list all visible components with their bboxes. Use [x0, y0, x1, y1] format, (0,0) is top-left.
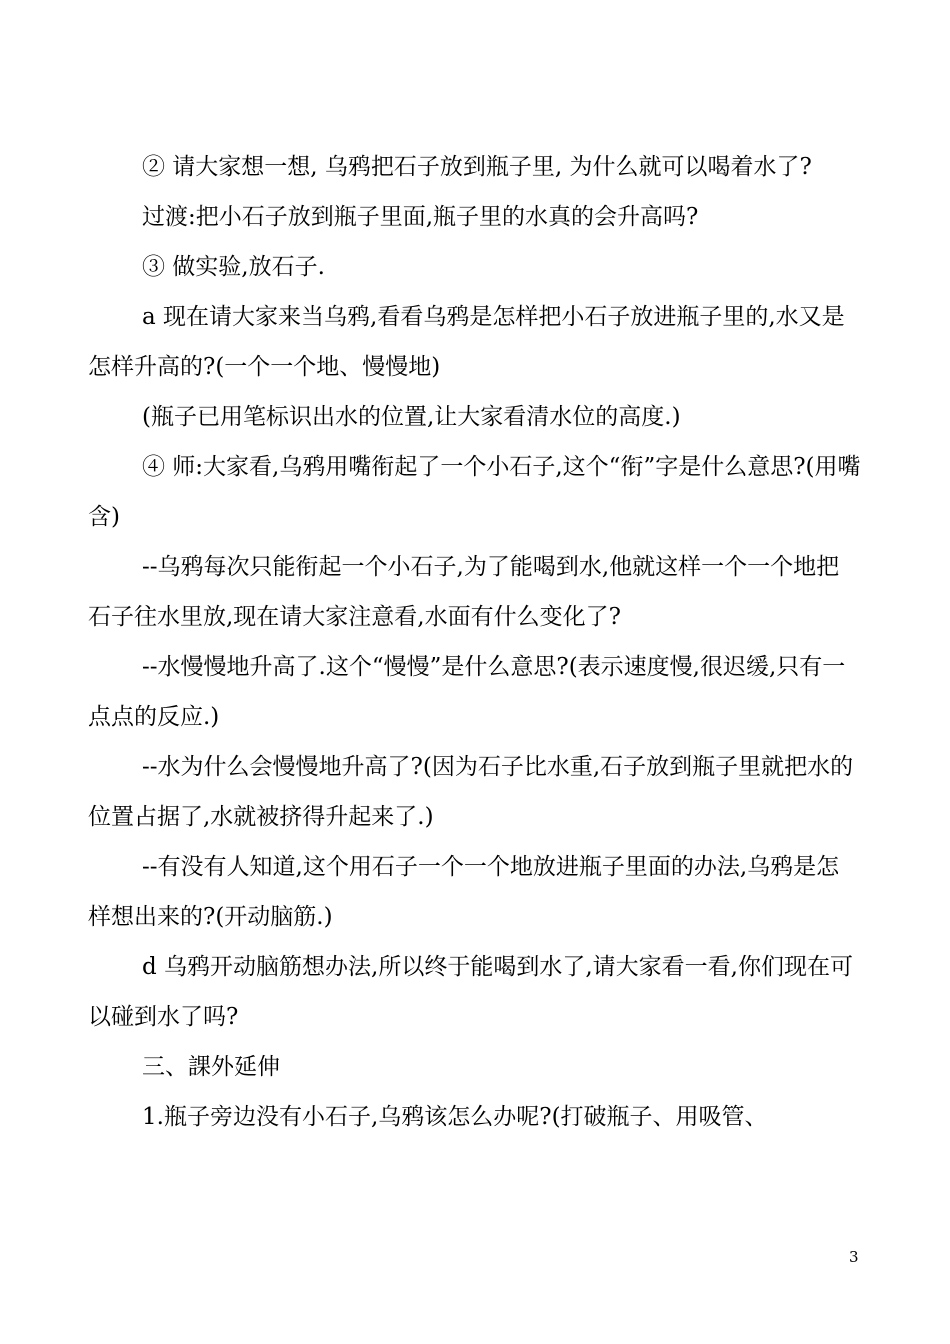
paragraph-dialogue-4: --有没有人知道,这个用石子一个一个地放进瓶子里面的办法,乌鸦是怎样想出来的?(开动脑筋.)	[88, 854, 840, 930]
paragraph-experiment-3: ③ 做实验,放石子.	[142, 254, 325, 280]
section-heading-extension: 三、課外延伸	[142, 1054, 280, 1080]
document-body	[88, 142, 862, 1142]
paragraph-dialogue-1: --乌鸦每次只能衔起一个小石子,为了能喝到水,他就这样一个一个地把石子往水里放,现在请大家注意看,水面有什么变化了?	[88, 554, 840, 630]
paragraph-question-2: ② 请大家想一想, 乌鸦把石子放到瓶子里, 为什么就可以喝着水了?	[142, 154, 812, 180]
paragraph-activity-a: a 现在请大家来当乌鸦,看看乌鸦是怎样把小石子放进瓶子里的,水又是怎样升高的?(一个一个地、慢慢地)	[88, 304, 845, 380]
paragraph-teacher-4: ④ 师:大家看,乌鸦用嘴衔起了一个小石子,这个“衔”字是什么意思?(用嘴含)	[88, 454, 861, 530]
paragraph-dialogue-3: --水为什么会慢慢地升高了?(因为石子比水重,石子放到瓶子里就把水的位置占据了,水就被挤得升起来了.)	[88, 754, 854, 830]
paragraph-activity-d: d 乌鸦开动脑筋想办法,所以终于能喝到水了,请大家看一看,你们现在可以碰到水了吗?	[88, 954, 853, 1030]
paragraph-transition: 过渡:把小石子放到瓶子里面,瓶子里的水真的会升高吗?	[142, 204, 699, 230]
paragraph-note-bottle: (瓶子已用笔标识出水的位置,让大家看清水位的高度.)	[142, 404, 681, 430]
paragraph-dialogue-2: --水慢慢地升高了.这个“慢慢”是什么意思?(表示速度慢,很迟缓,只有一点点的反应.)	[88, 654, 846, 730]
paragraph-extension-1: 1.瓶子旁边没有小石子,乌鸦该怎么办呢?(打破瓶子、用吸管、	[142, 1104, 768, 1130]
page-number: 3	[849, 1248, 859, 1266]
